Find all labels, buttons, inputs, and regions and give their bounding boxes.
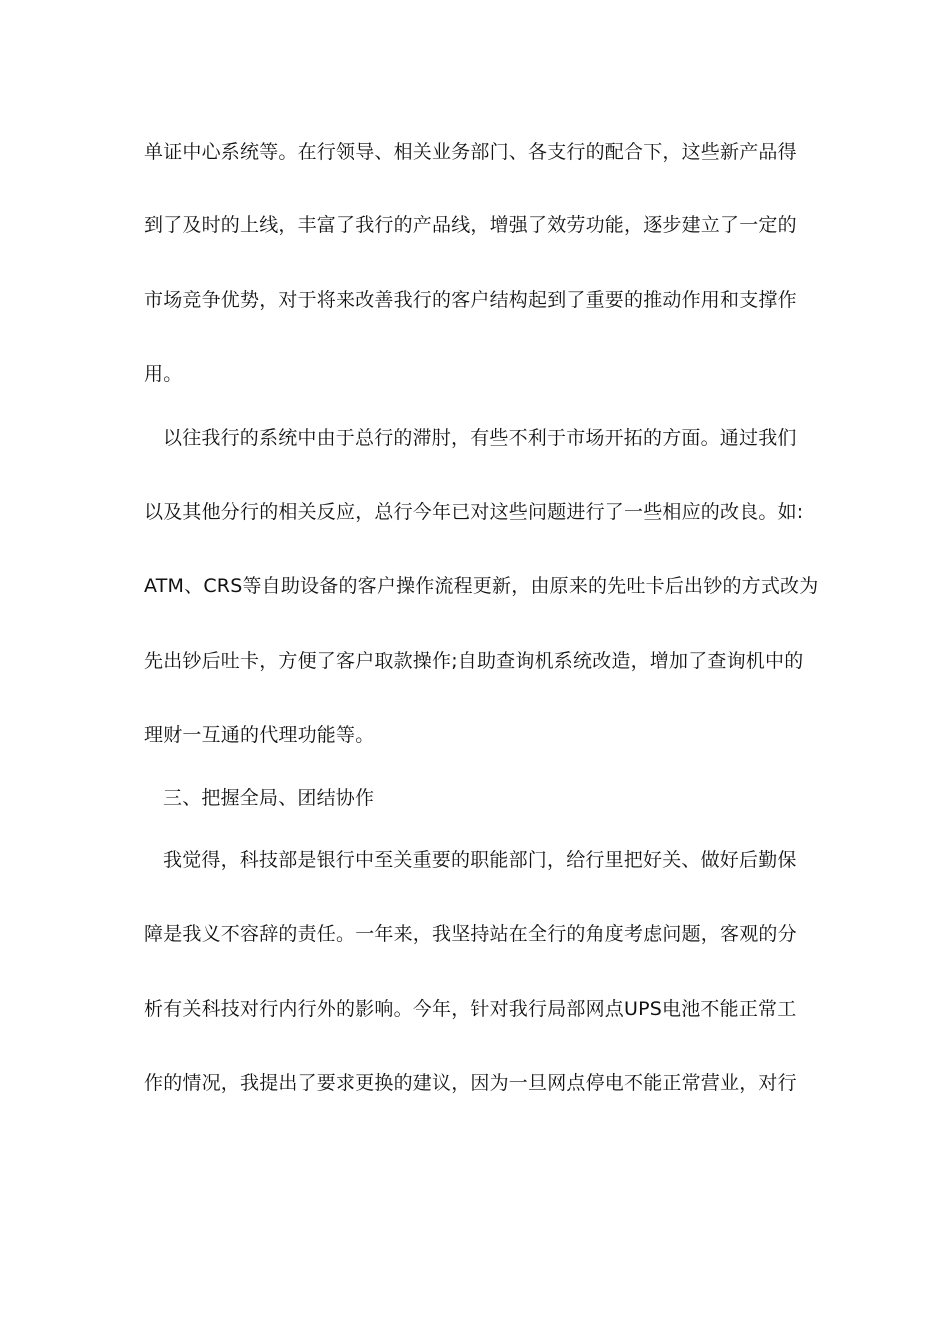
paragraph-line: 以及其他分行的相关反应，总行今年已对这些问题进行了一些相应的改良。如: bbox=[144, 501, 804, 523]
paragraph-line: 作的情况，我提出了要求更换的建议，因为一旦网点停电不能正常营业，对行 bbox=[144, 1072, 797, 1094]
paragraph-line: 理财一互通的代理功能等。 bbox=[144, 724, 375, 746]
paragraph-line: 以往我行的系统中由于总行的滞肘，有些不利于市场开拓的方面。通过我们 bbox=[163, 427, 797, 449]
paragraph-line: 障是我义不容辞的责任。一年来，我坚持站在全行的角度考虑问题，客观的分 bbox=[144, 923, 797, 945]
paragraph-line: 单证中心系统等。在行领导、相关业务部门、各支行的配合下，这些新产品得 bbox=[144, 141, 797, 163]
paragraph-line: 析有关科技对行内行外的影响。今年，针对我行局部网点UPS电池不能正常工 bbox=[144, 998, 797, 1020]
paragraph-line: 我觉得，科技部是银行中至关重要的职能部门，给行里把好关、做好后勤保 bbox=[163, 849, 797, 871]
paragraph-line: 先出钞后吐卡，方便了客户取款操作;自助查询机系统改造，增加了查询机中的 bbox=[144, 650, 804, 672]
paragraph-line: 用。 bbox=[144, 363, 183, 385]
paragraph-line: 市场竞争优势，对于将来改善我行的客户结构起到了重要的推动作用和支撑作 bbox=[144, 289, 797, 311]
paragraph-line: ATM、CRS等自助设备的客户操作流程更新，由原来的先吐卡后出钞的方式改为 bbox=[144, 575, 819, 597]
section-heading: 三、把握全局、团结协作 bbox=[163, 787, 375, 809]
paragraph-line: 到了及时的上线，丰富了我行的产品线，增强了效劳功能，逐步建立了一定的 bbox=[144, 214, 797, 236]
